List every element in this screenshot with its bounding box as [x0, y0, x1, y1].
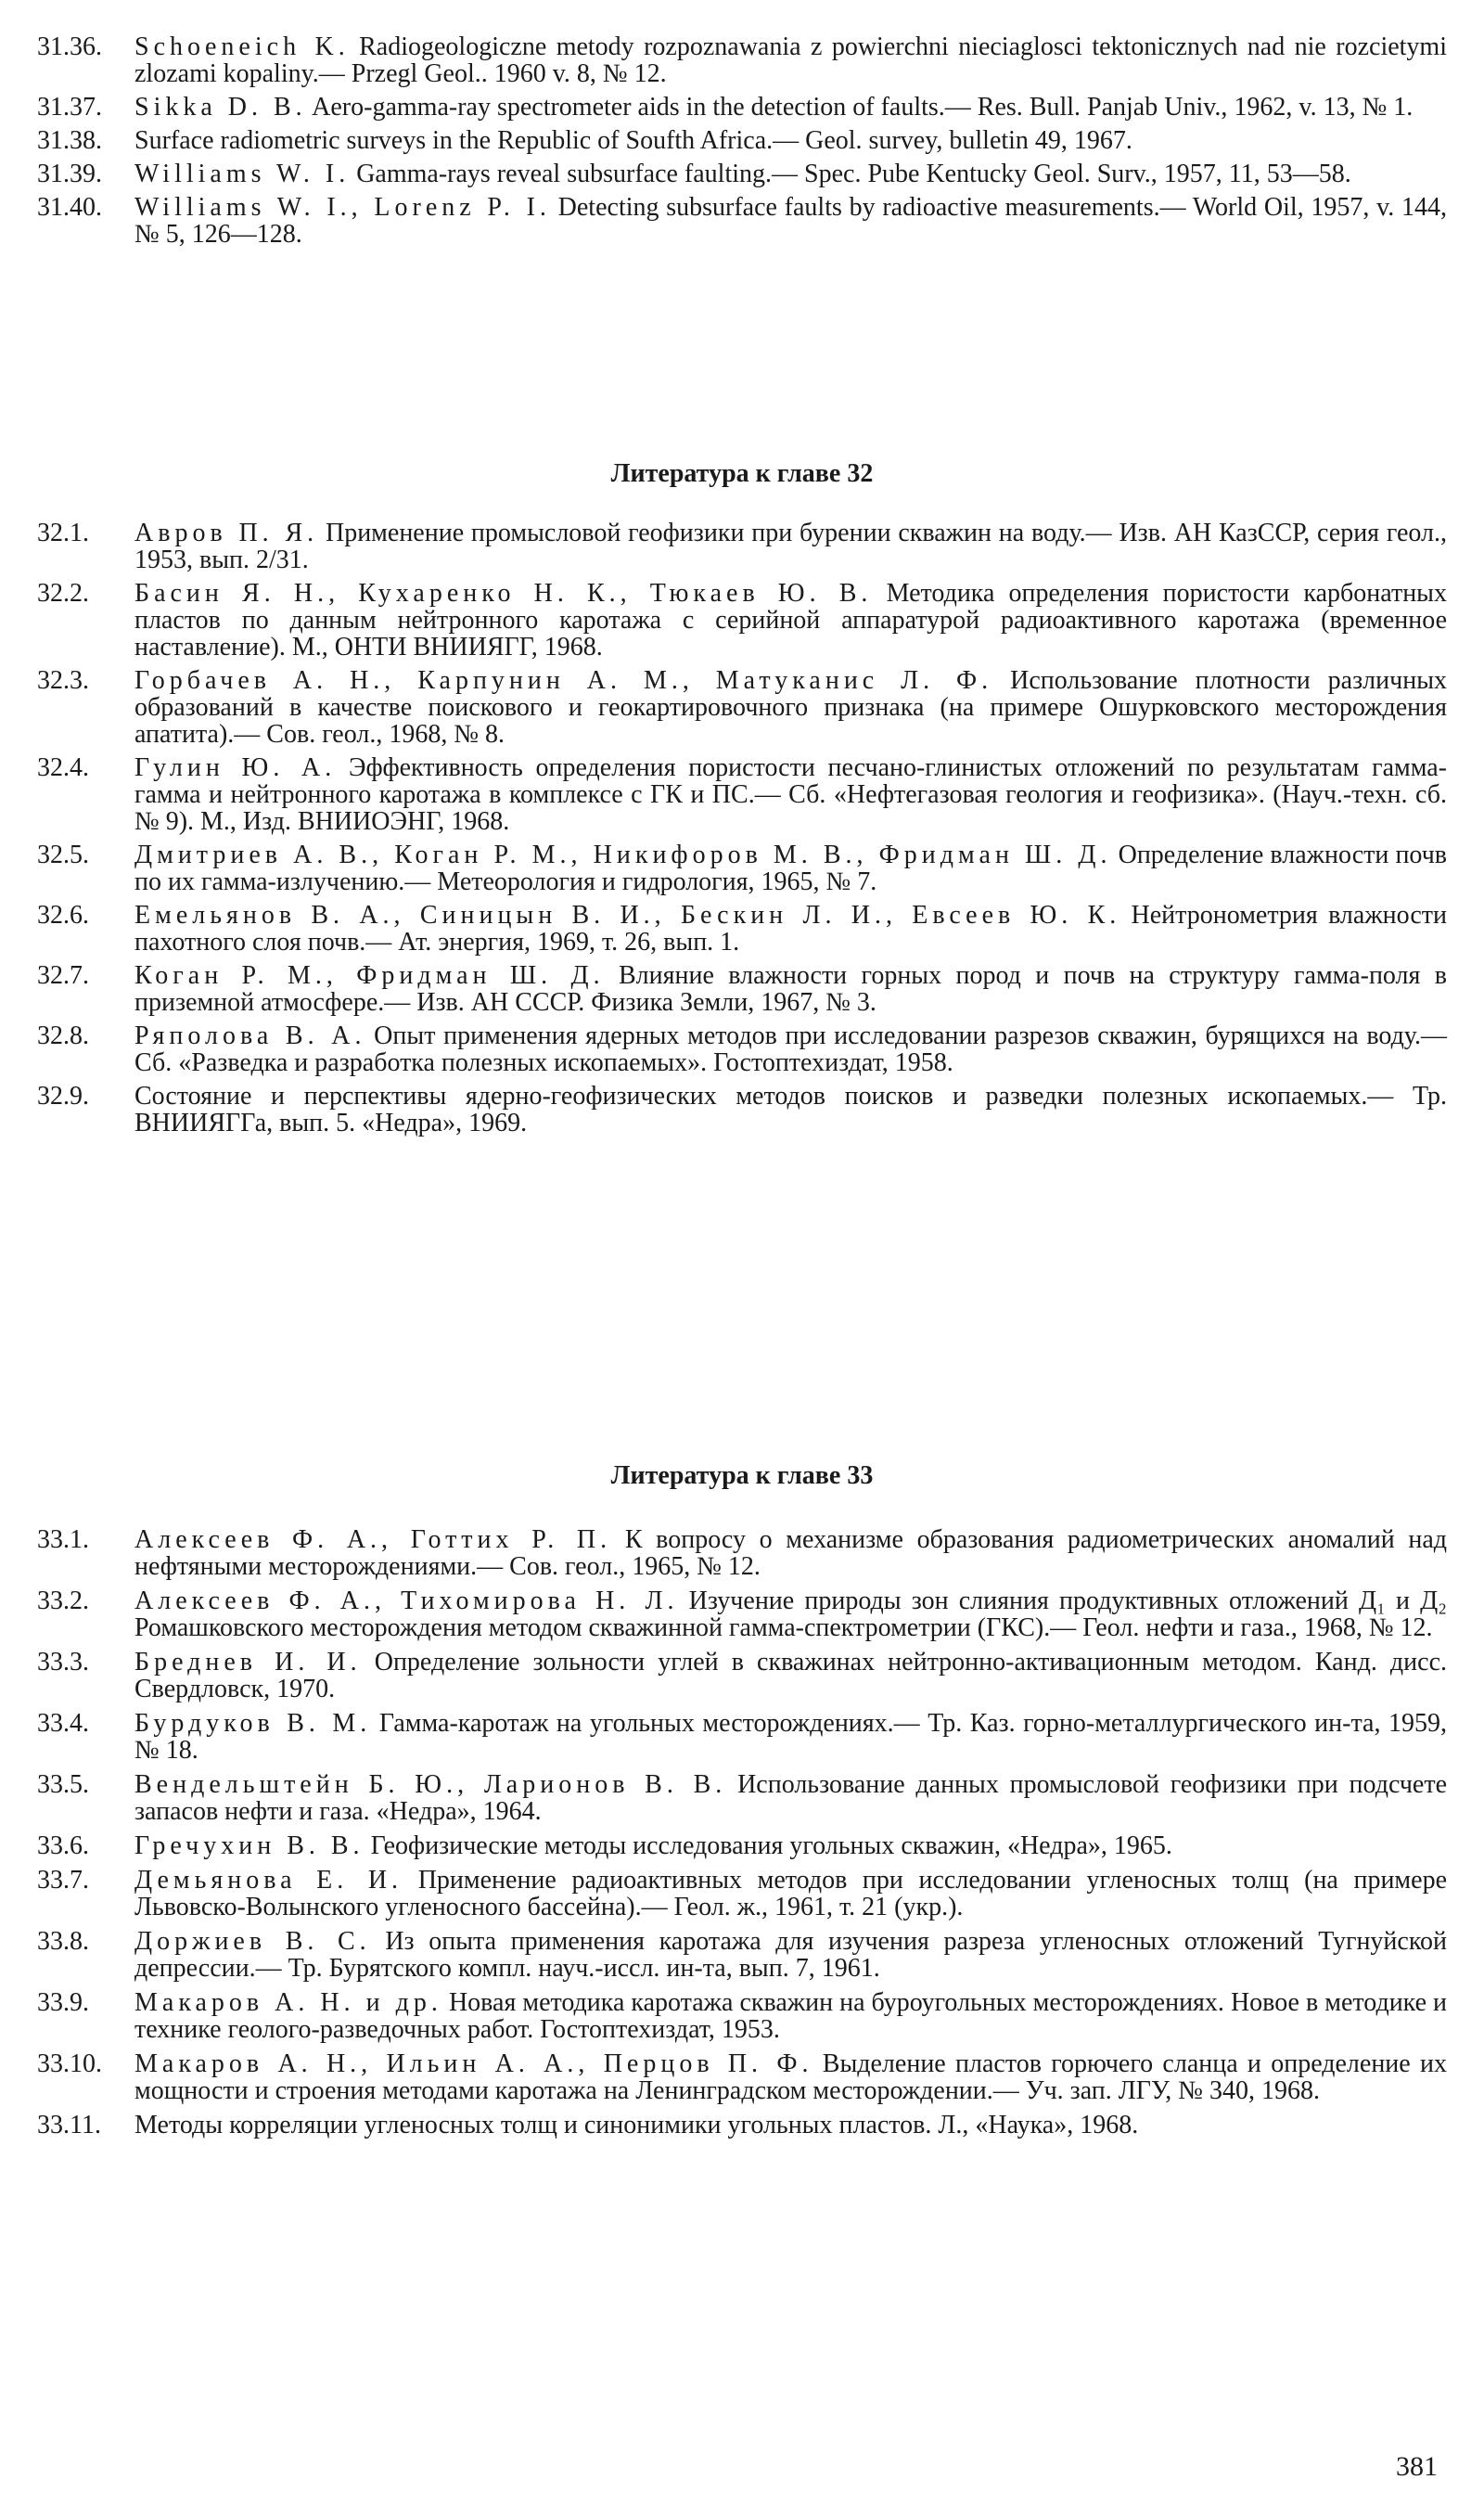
reference-entry [37, 520, 1447, 573]
reference-number: 33.3. [37, 1648, 89, 1677]
reference-author: Бреднев И. И. [134, 1648, 362, 1677]
reference-author: Вендельштейн Б. Ю., Ларионов В. В. [134, 1770, 727, 1799]
reference-entry [37, 194, 1447, 248]
reference-author: Демьянова Е. И. [134, 1866, 403, 1895]
reference-entry [37, 127, 1447, 154]
reference-number: 32.5. [37, 841, 89, 869]
reference-number: 31.39. [37, 160, 102, 188]
reference-entry [37, 1867, 1447, 1921]
reference-author: Williams W. I. [134, 160, 351, 188]
chapter31-entries [37, 33, 1447, 254]
reference-text: Применение радиоактивных методов при исследовании угленосных толщ (на примере Львовско-Волынского угленосного бассейна).— Геол. ж., 1961, т. 21 (укр.). [134, 1866, 1448, 1921]
chapter33-entries [37, 1526, 1447, 2146]
reference-author: Басин Я. Н., Кухаренко Н. К., Тюкаев Ю. В. [134, 579, 873, 608]
reference-entry [37, 1587, 1447, 1641]
reference-author: Гулин Ю. А. [134, 753, 337, 782]
reference-author: Горбачев А. Н., Карпунин А. М., Матуканис Л. Ф. [134, 666, 993, 695]
reference-text: Изучение природы зон слияния продуктивных отложений Д₁ и Д₂ Ромашковского месторождения методом скважинной гамма-спектрометрии (ГКС).— Геол. нефти и газа., 1968, № 12. [134, 1587, 1448, 1642]
reference-number: 32.2. [37, 579, 89, 608]
reference-number: 33.6. [37, 1831, 89, 1860]
reference-text: Влияние влажности горных пород и почв на структуру гамма-поля в приземной атмосфере.— Изв. АН СССР. Физика Земли, 1967, № 3. [134, 961, 1447, 1017]
reference-text: Методы корреляции угленосных толщ и синонимики угольных пластов. Л., «Наука», 1968. [134, 2111, 1139, 2139]
reference-text: Нейтронометрия влажности пахотного слоя почв.— Ат. энергия, 1969, т. 26, вып. 1. [134, 901, 1447, 957]
reference-text: Методика определения пористости карбонатных пластов по данным нейтронного каротажа с серийной аппаратурой радиоактивного каротажа (временное наставление). М., ОНТИ ВНИИЯГГ, 1968. [134, 579, 1447, 662]
reference-text: Gamma-rays reveal subsurface faulting.— Spec. Pube Kentucky Geol. Surv., 1957, 11, 53—58. [356, 160, 1351, 188]
reference-number: 32.8. [37, 1021, 89, 1050]
reference-text: Применение промысловой геофизики при бурении скважин на воду.— Изв. АН КазССР, серия геол., 1953, вып. 2/31. [134, 519, 1448, 574]
reference-number: 32.3. [37, 666, 89, 695]
reference-text: Использование данных промысловой геофизики при подсчете запасов нефти и газа. «Недра», 1964. [134, 1770, 1448, 1826]
reference-entry [37, 902, 1447, 956]
reference-entry [37, 1083, 1447, 1137]
reference-number: 33.1. [37, 1525, 89, 1554]
reference-author: Гречухин В. В. [134, 1831, 365, 1860]
reference-author: Макаров А. Н., Ильин А. А., Перцов П. Ф. [134, 2049, 813, 2078]
reference-author: Макаров А. Н. и др. [134, 1988, 442, 2017]
reference-entry [37, 161, 1447, 187]
chapter33-heading: Литература к главе 33 [610, 1461, 874, 1490]
reference-author: Доржиев В. С. [134, 1927, 371, 1956]
reference-number: 33.8. [37, 1927, 89, 1956]
reference-number: 33.11. [37, 2111, 101, 2139]
reference-text: Состояние и перспективы ядерно-геофизических методов поисков и разведки полезных ископаемых.— Тр. ВНИИЯГГа, вып. 5. «Недра», 1969. [134, 1082, 1447, 1137]
reference-entry [37, 841, 1447, 895]
reference-entry [37, 1710, 1447, 1764]
reference-text: Radiogeologiczne metody rozpoznawania z powierchni nieciaglosci tektonicznych nad nie rozcietymi zlozami kopaliny.— Przegl Geol.. 1960 v. 8, № 12. [134, 32, 1447, 88]
reference-number: 31.37. [37, 93, 102, 122]
reference-text: Определение влажности почв по их гамма-излучению.— Метеорология и гидрология, 1965, № 7. [134, 841, 1448, 896]
reference-number: 32.9. [37, 1082, 89, 1111]
reference-entry [37, 962, 1447, 1016]
reference-number: 33.10. [37, 2049, 102, 2078]
reference-entry [37, 754, 1447, 835]
reference-text: Использование плотности различных образований в качестве поискового и геокартировочного признака (на примере Ошурковского месторождения апатита).— Сов. геол., 1968, № 8. [134, 666, 1448, 749]
reference-author: Алексеев Ф. А., Тихомирова Н. Л. [134, 1587, 679, 1615]
reference-number: 32.1. [37, 519, 89, 547]
reference-author: Авров П. Я. [134, 519, 319, 547]
reference-entry [37, 1832, 1447, 1859]
reference-number: 32.6. [37, 901, 89, 930]
reference-entry [37, 33, 1447, 87]
reference-text: Surface radiometric surveys in the Republic of Soufth Africa.— Geol. survey, bulletin 49, 1967. [134, 126, 1132, 155]
reference-author: Коган Р. М., Фридман Ш. Д. [134, 961, 605, 990]
reference-number: 33.9. [37, 1988, 89, 2017]
page-number: 381 [1396, 2451, 1438, 2482]
reference-author: Williams W. I., Lorenz P. I. [134, 193, 551, 222]
reference-text: Опыт применения ядерных методов при исследовании разрезов скважин, бурящихся на воду.— Сб. «Разведка и разработка полезных ископаемых». Гостоптехиздат, 1958. [134, 1021, 1448, 1077]
reference-entry [37, 580, 1447, 661]
reference-author: Алексеев Ф. А., Готтих Р. П. [134, 1525, 612, 1554]
reference-text: Из опыта применения каротажа для изучения разреза угленосных отложений Тугнуйской депрессии.— Тр. Бурятского компл. науч.-иссл. ин-та, вып. 7, 1961. [134, 1927, 1447, 1983]
reference-entry [37, 94, 1447, 121]
reference-text: Новая методика каротажа скважин на буроугольных месторождениях. Новое в методике и технике геолого-разведочных работ. Гостоптехиздат, 1953. [134, 1988, 1448, 2044]
reference-entry [37, 2050, 1447, 2104]
chapter32-heading: Литература к главе 32 [610, 459, 874, 488]
reference-number: 31.40. [37, 193, 102, 222]
reference-author: Sikka D. B. [134, 93, 307, 122]
reference-entry [37, 1771, 1447, 1825]
reference-author: Бурдуков В. М. [134, 1709, 372, 1738]
reference-number: 33.7. [37, 1866, 89, 1895]
chapter32-entries [37, 520, 1447, 1143]
reference-entry [37, 1649, 1447, 1702]
reference-number: 31.38. [37, 126, 102, 155]
reference-entry [37, 1526, 1447, 1580]
reference-text: К вопросу о механизме образования радиометрических аномалий над нефтяными месторождениями.— Сов. геол., 1965, № 12. [134, 1525, 1448, 1581]
reference-number: 33.2. [37, 1587, 89, 1615]
reference-text: Detecting subsurface faults by radioactive measurements.— World Oil, 1957, v. 144, № 5, 126—128. [134, 193, 1447, 249]
reference-text: Гамма-каротаж на угольных месторождениях.— Тр. Каз. горно-металлургического ин-та, 1959, № 18. [134, 1709, 1448, 1765]
reference-text: Aero-gamma-ray spectrometer aids in the detection of faults.— Res. Bull. Panjab Univ., 1962, v. 13, № 1. [312, 93, 1414, 122]
reference-number: 33.4. [37, 1709, 89, 1738]
reference-author: Schoeneich K. [134, 32, 350, 61]
reference-entry [37, 1928, 1447, 1982]
reference-text: Геофизические методы исследования угольных скважин, «Недра», 1965. [370, 1831, 1172, 1860]
reference-entry [37, 667, 1447, 748]
reference-entry [37, 1022, 1447, 1076]
reference-entry [37, 1989, 1447, 2043]
reference-author: Ряполова В. А. [134, 1021, 366, 1050]
reference-text: Эффективность определения пористости песчано-глинистых отложений по результатам гамма-гамма и нейтронного каротажа в комплексе с ГК и ПС.— Сб. «Нефтегазовая геология и геофизика». (Науч.-техн. сб. № 9). М., Изд. ВНИИОЭНГ, 1968. [134, 753, 1447, 836]
reference-entry [37, 2112, 1447, 2139]
reference-text: Выделение пластов горючего сланца и определение их мощности и строения методами каротажа на Ленинградском месторождении.— Уч. зап. ЛГУ, № 340, 1968. [134, 2049, 1447, 2105]
reference-number: 32.7. [37, 961, 89, 990]
reference-author: Дмитриев А. В., Коган Р. М., Никифоров М. В., Фридман Ш. Д. [134, 841, 1112, 869]
reference-author: Емельянов В. А., Синицын В. И., Бескин Л. И., Евсеев Ю. К. [134, 901, 1121, 930]
reference-number: 31.36. [37, 32, 102, 61]
reference-number: 33.5. [37, 1770, 89, 1799]
reference-text: Определение зольности углей в скважинах нейтронно-активационным методом. Канд. дисс. Свердловск, 1970. [134, 1648, 1447, 1703]
reference-number: 32.4. [37, 753, 89, 782]
